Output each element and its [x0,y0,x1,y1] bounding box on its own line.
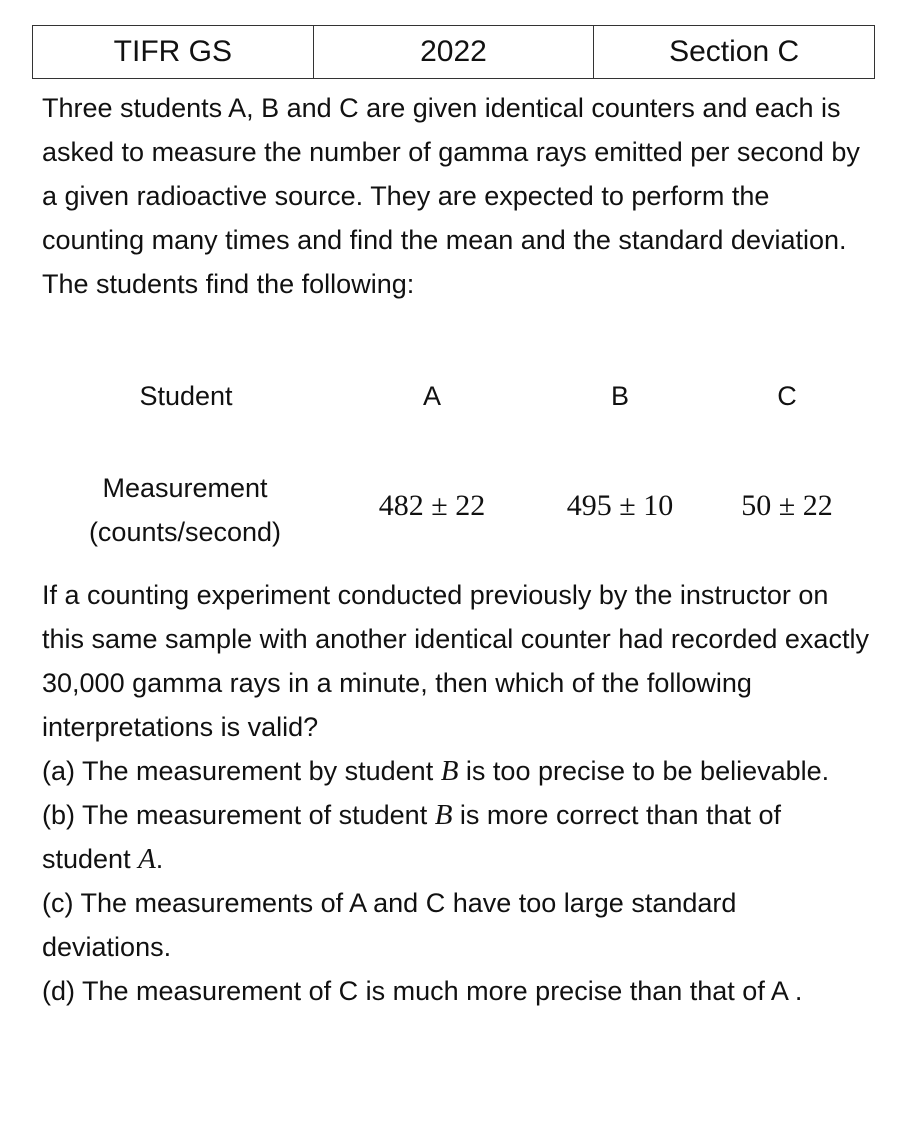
measurement-units: (counts/second) [88,517,282,547]
student-header: Student [139,381,233,411]
option-a [42,749,872,793]
option-d: (d) The measurement of C is much more precise than that of A . [42,976,803,1006]
measurement-table [42,370,872,560]
exam-name: TIFR GS [33,26,314,79]
problem-intro: Three students A, B and C are given identical counters and each is asked to measure the number of gamma rays emitted per second by a given radioactive source. They are expected to perform the counting many times and find the mean and the standard deviation. The students find the following: [42,93,860,299]
measurement-a: 482 ± 22 [378,489,486,522]
student-b-label: B [610,381,629,411]
measurement-c: 50 ± 22 [741,489,833,522]
option-a-suffix: is too precise to be believable. [458,756,830,786]
student-a-label: A [422,381,441,411]
option-b [42,793,872,881]
question-text: If a counting experiment conducted previously by the instructor on this same sample with another identical counter had recorded exactly 30,000 gamma rays in a minute, then which of the following interpretations is valid? [42,580,869,742]
question-block [42,573,872,1013]
measurement-b: 495 ± 10 [566,489,674,522]
header-table [32,25,875,79]
exam-year: 2022 [313,26,594,79]
option-b-prefix: (b) The measurement of student [42,800,435,830]
measurement-label: Measurement [102,473,268,503]
option-a-prefix: (a) The measurement by student [42,756,441,786]
student-c-label: C [777,381,797,411]
exam-section: Section C [594,26,875,79]
option-b-variable: B [434,799,453,831]
option-b-end: . [155,844,164,874]
option-b-variable-2: A [138,843,156,875]
option-c: (c) The measurements of A and C have too large standard deviations. [42,888,737,962]
option-b-middle: is more correct than that of student [42,800,782,874]
option-a-variable: B [440,755,459,787]
